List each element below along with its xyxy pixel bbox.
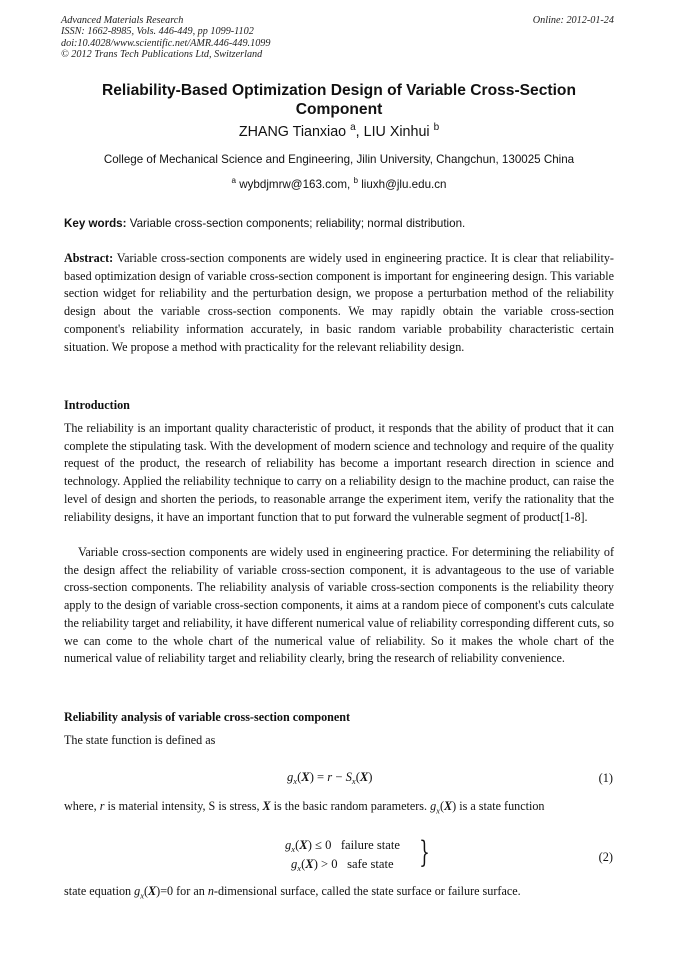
where-sentence: where, r is material intensity, S is stress, X is the basic random parameters. $g_x(X)$ is a state function (64, 799, 545, 816)
keywords-text: Variable cross-section components; reliability; normal distribution. (129, 217, 466, 230)
equation-2-line-1: $g_x(X) \le 0$ failure state (285, 838, 400, 854)
email-a[interactable]: wybdjmrw@163.com, (239, 178, 354, 191)
author-separator: , (355, 124, 364, 140)
doi-line[interactable]: doi:10.4028/www.scientific.net/AMR.446-449.1099 (61, 37, 271, 49)
issn-line: ISSN: 1662-8985, Vols. 446-449, pp 1099-1102 (61, 26, 254, 38)
author-list (60, 124, 618, 140)
author-1-affil-mark: a (350, 122, 356, 134)
journal-name: Advanced Materials Research (61, 15, 184, 26)
journal-header (61, 15, 270, 60)
title-line-1: Reliability-Based Optimization Design of Variable Cross-Section (102, 82, 576, 99)
introduction-paragraph-1: The reliability is an important quality characteristic of product, it responds that the ability of product that it can complete the stipulating task. With the development of modern science and technology and require of the quality request of the product, the research of reliability has become a important research direction in science and technology. Applied the reliability technique to carry on a reliability design to the machine product, can raise the level of design and shorten the periods, to reasonable arrange the experiment item, verify the rationality that the reliability designs, it have an important function that to put forward the vulnerable segment of product[1-8]. (64, 421, 614, 524)
title-line-2: Component (295, 101, 383, 118)
keywords (64, 217, 465, 230)
email-a-mark: a (231, 176, 237, 186)
abstract (64, 250, 614, 356)
keywords-label: Key words: (64, 217, 127, 230)
equation-1-number: (1) (598, 771, 613, 785)
equation-2-brace: } (419, 835, 430, 870)
abstract-label: Abstract: (64, 251, 114, 265)
abstract-text: Variable cross-section components are widely used in engineering practice. It is clear that reliability-based optimization design of variable cross-section component is important for engineering design. This variable section widget for reliability and the perturbation design, we propose a perturbation method of the reliability design about the variable cross-section components. We may rapidly obtain the variable cross-section component's reliability information accurately, in basic random variable probability characteristic certain situation. We propose a method with practicality for the relevant reliability design. (64, 251, 614, 354)
author-1: ZHANG Tianxiao (238, 124, 347, 140)
copyright-line: © 2012 Trans Tech Publications Ltd, Switzerland (61, 48, 263, 60)
equation-2-line-2: $g_x(X) > 0$ safe state (291, 857, 394, 873)
section-heading-reliability: Reliability analysis of variable cross-section component (64, 710, 351, 724)
email-b[interactable]: liuxh@jlu.edu.cn (361, 178, 447, 191)
paper-title (60, 81, 618, 119)
email-line (60, 178, 618, 191)
affiliation: College of Mechanical Science and Engineering, Jilin University, Changchun, 130025 China (103, 153, 575, 166)
equation-1: $g_x(X) = r - S_x(X)$ (287, 770, 373, 786)
equation-2-number: (2) (598, 850, 613, 864)
author-2-affil-mark: b (433, 122, 440, 134)
introduction-heading: Introduction (64, 398, 130, 412)
email-b-mark: b (353, 176, 358, 186)
introduction-paragraph-2: Variable cross-section components are widely used in engineering practice. For determining the reliability of the design affect the reliability of variable cross-section component, it is advantageous to the use of variable cross-section components. The reliability analysis of variable cross-section components is the reliability theory apply to the design of variable cross-section components, it aims at a random piece of component's cuts calculate the reliability target and reliability, it have different numerical value of reliability corresponding different cuts, so we can come to the whole chart of the numerical value of reliability. So it makes the whole chart of the numerical value of reliability target and reliability clearly, bring the research of reliability convenience. (64, 545, 614, 666)
state-function-intro: The state function is defined as (64, 733, 216, 747)
online-date: Online: 2012-01-24 (532, 15, 614, 26)
author-2: LIU Xinhui (363, 124, 430, 140)
state-equation-sentence: state equation $g_x(X)=0$ for an n-dimensional surface, called the state surface or failure surface. (64, 884, 521, 901)
